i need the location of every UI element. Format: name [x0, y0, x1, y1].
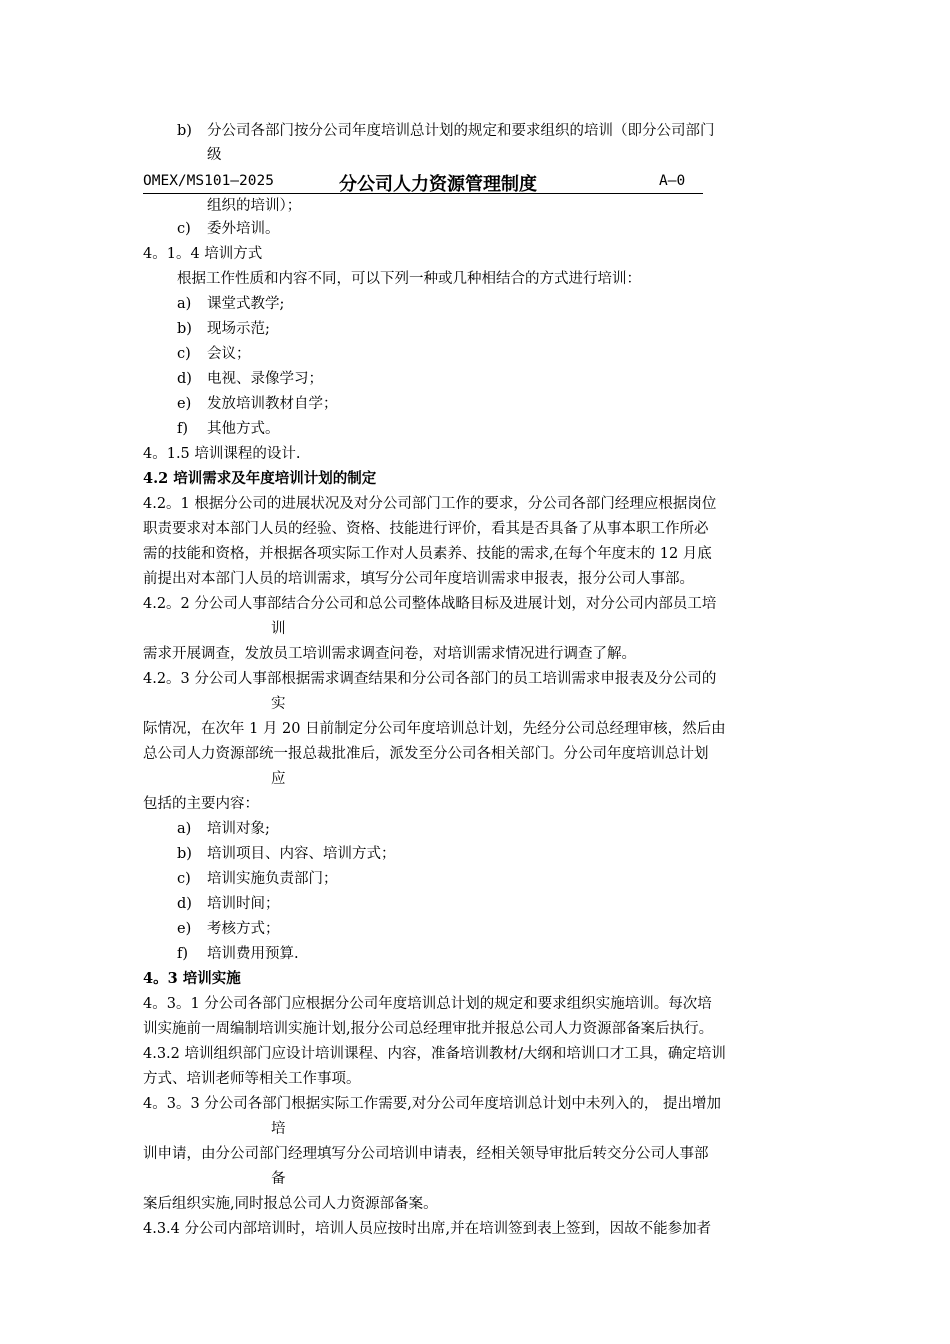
list-label: b)	[177, 846, 192, 862]
section-line: 4。1.5 培训课程的设计.	[143, 446, 301, 462]
header-underline	[143, 193, 703, 194]
section-line: 4。1。4 培训方式	[143, 246, 263, 262]
list-label: a)	[177, 821, 192, 837]
body-line: 实	[271, 696, 286, 712]
body-line: 需求开展调查，发放员工培训需求调查问卷，对培训需求情况进行调查了解。	[143, 646, 636, 662]
body-line: 训申请，由分公司部门经理填写分公司培训申请表，经相关领导审批后转交分公司人事部	[143, 1146, 709, 1162]
list-label: f)	[177, 421, 189, 437]
body-line: 4.2。2 分公司人事部结合分公司和总公司整体战略目标及进展计划，对分公司内部员工培	[143, 596, 717, 612]
body-line: 4。3。3 分公司各部门根据实际工作需要,对分公司年度培训总计划中未列入的， 提出增加	[143, 1096, 721, 1112]
body-line: 4.2。3 分公司人事部根据需求调查结果和分公司各部门的员工培训需求申报表及分公司的	[143, 671, 717, 687]
body-line: 案后组织实施,同时报总公司人力资源部备案。	[143, 1196, 438, 1212]
document-header	[143, 170, 703, 196]
body-line: 级	[207, 147, 222, 163]
list-label: b)	[177, 123, 192, 139]
list-label: d)	[177, 896, 192, 912]
list-item: 会议；	[207, 346, 251, 362]
body-line: 际情况，在次年 1 月 20 日前制定分公司年度培训总计划，先经分公司总经理审核，然后由	[143, 721, 726, 737]
list-label: e)	[177, 921, 192, 937]
list-item: 课堂式教学;	[207, 296, 285, 312]
body-line: 方式、培训老师等相关工作事项。	[143, 1071, 361, 1087]
list-label: d)	[177, 371, 192, 387]
list-label: f)	[177, 946, 189, 962]
document-title: 分公司人力资源管理制度	[339, 174, 537, 195]
body-line: 组织的培训）；	[207, 198, 302, 214]
list-item: 考核方式；	[207, 921, 280, 937]
body-line: 委外培训。	[207, 221, 280, 237]
body-line: 4.3.2 培训组织部门应设计培训课程、内容，准备培训教材/大纲和培训口才工具，确定培训	[143, 1046, 726, 1062]
list-label: a)	[177, 296, 192, 312]
list-label: c)	[177, 346, 191, 362]
list-item: 其他方式。	[207, 421, 280, 437]
list-label: b)	[177, 321, 192, 337]
list-item: 发放培训教材自学；	[207, 396, 338, 412]
list-label: e)	[177, 396, 192, 412]
list-label: c)	[177, 221, 191, 237]
list-item: 培训实施负责部门；	[207, 871, 338, 887]
body-line: 训	[271, 621, 286, 637]
list-item: 培训时间；	[207, 896, 280, 912]
list-label: c)	[177, 871, 191, 887]
body-line: 4.3.4 分公司内部培训时，培训人员应按时出席,并在培训签到表上签到，因故不能参加者	[143, 1221, 712, 1237]
list-item: 现场示范;	[207, 321, 270, 337]
body-line: 根据工作性质和内容不同，可以下列一种或几种相结合的方式进行培训：	[177, 271, 641, 287]
body-line: 需的技能和资格，并根据各项实际工作对人员素养、技能的需求,在每个年度末的 12 月底	[143, 546, 712, 562]
body-line: 培	[271, 1121, 286, 1137]
list-item: 培训费用预算.	[207, 946, 299, 962]
document-version: A—0	[659, 173, 686, 189]
body-line: 4.2。1 根据分公司的进展状况及对分公司部门工作的要求，分公司各部门经理应根据岗位	[143, 496, 717, 512]
body-line: 包括的主要内容：	[143, 796, 259, 812]
body-line: 前提出对本部门人员的培训需求，填写分公司年度培训需求申报表，报分公司人事部。	[143, 571, 694, 587]
document-code: OMEX/MS101—2025	[143, 173, 274, 189]
body-line: 分公司各部门按分公司年度培训总计划的规定和要求组织的培训（即分公司部门	[207, 123, 715, 139]
body-line: 备	[271, 1171, 286, 1187]
body-line: 训实施前一周编制培训实施计划,报分公司总经理审批并报总公司人力资源部备案后执行。	[143, 1021, 714, 1037]
list-item: 电视、录像学习；	[207, 371, 323, 387]
list-item: 培训项目、内容、培训方式；	[207, 846, 396, 862]
body-line: 职责要求对本部门人员的经验、资格、技能进行评价，看其是否具备了从事本职工作所必	[143, 521, 709, 537]
body-line: 应	[271, 771, 286, 787]
body-line: 4。3。1 分公司各部门应根据分公司年度培训总计划的规定和要求组织实施培训。每次培	[143, 996, 712, 1012]
list-item: 培训对象;	[207, 821, 270, 837]
section-heading: 4.2 培训需求及年度培训计划的制定	[143, 470, 377, 487]
section-heading: 4。3 培训实施	[143, 970, 241, 987]
body-line: 总公司人力资源部统一报总裁批准后，派发至分公司各相关部门。分公司年度培训总计划	[143, 746, 709, 762]
